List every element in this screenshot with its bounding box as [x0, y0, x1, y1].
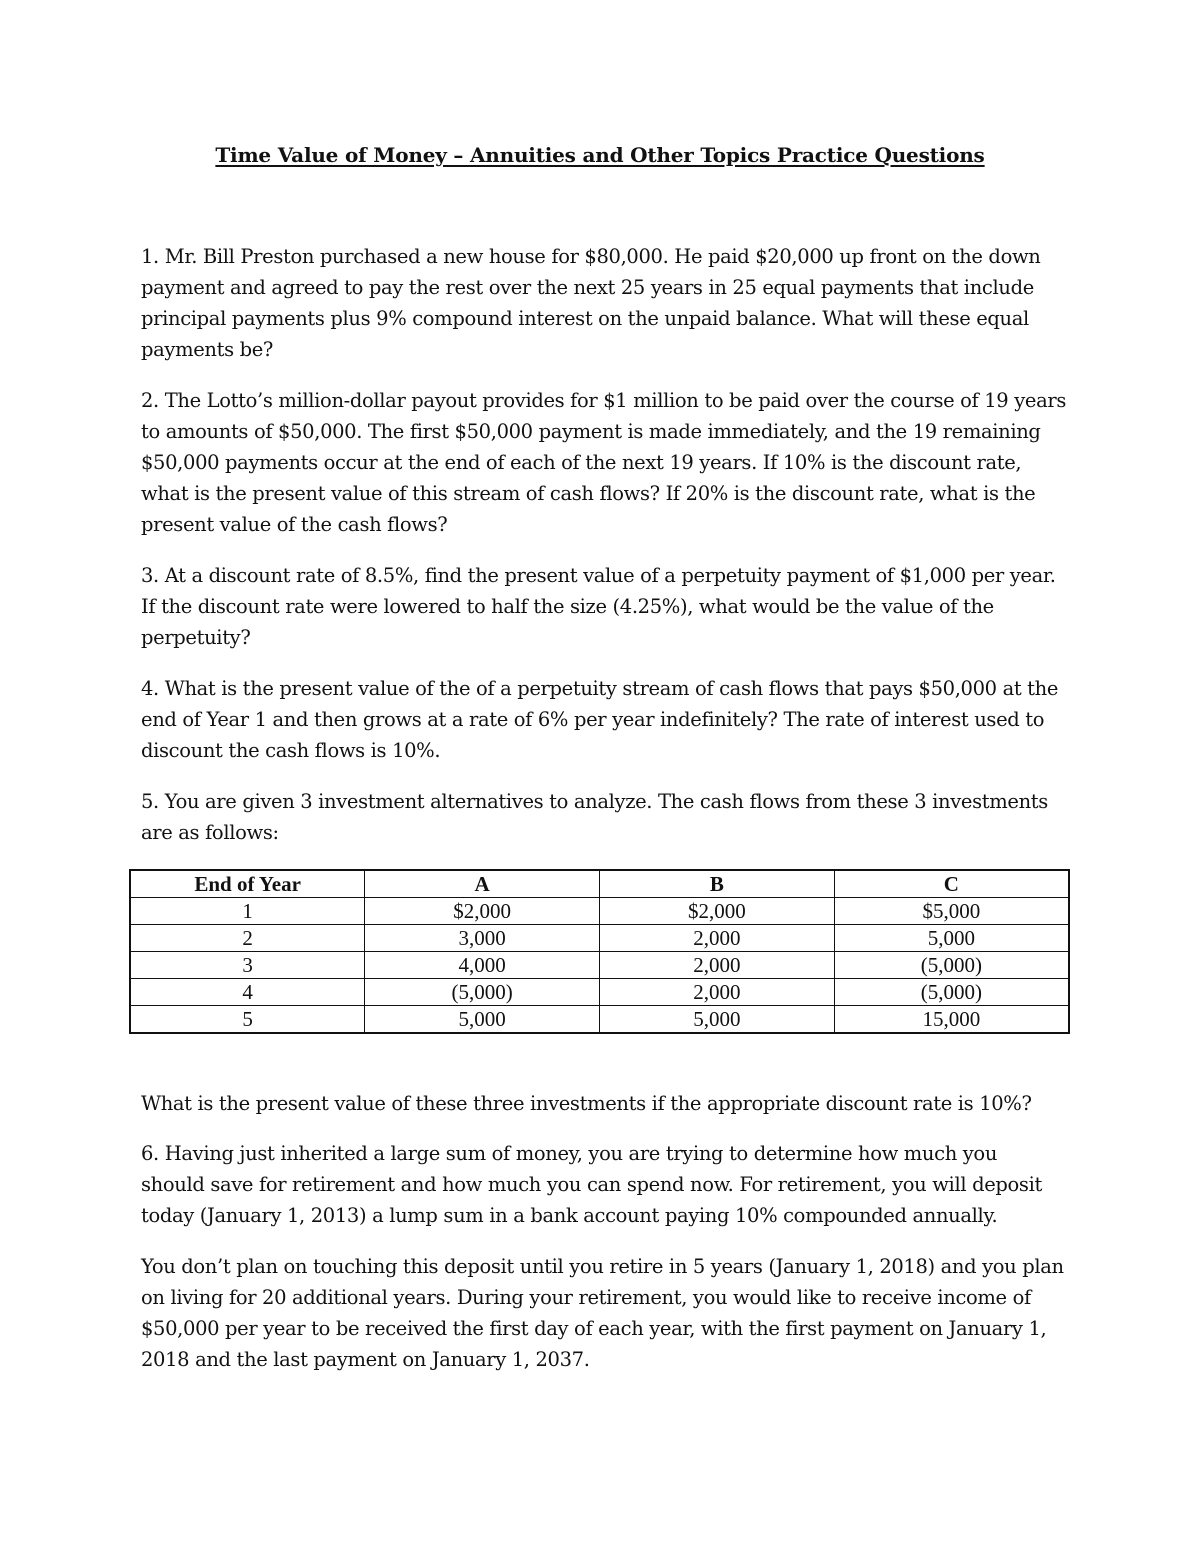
- table-cell: 5,000: [365, 1006, 600, 1034]
- table-cell: 4,000: [365, 952, 600, 979]
- table-cell: 1: [130, 898, 365, 925]
- question-3: 3. At a discount rate of 8.5%, find the present value of a perpetuity payment of $1,000 per year. If the discount rate were lowered to half the size (4.25%), what would be the value of the perpetuity?: [141, 564, 1056, 649]
- cash-flow-table: [129, 869, 1070, 1034]
- table-cell: 2,000: [600, 979, 835, 1006]
- table-header-row: [130, 870, 1069, 898]
- header-b: B: [600, 870, 835, 898]
- table-cell: 4: [130, 979, 365, 1006]
- table-cell: (5,000): [834, 979, 1069, 1006]
- table-row: [130, 1006, 1069, 1034]
- table-cell: (5,000): [834, 952, 1069, 979]
- table-cell: (5,000): [365, 979, 600, 1006]
- question-1: 1. Mr. Bill Preston purchased a new house for $80,000. He paid $20,000 up front on the down payment and agreed to pay the rest over the next 25 years in 25 equal payments that include principal payments plus 9% compound interest on the unpaid balance. What will these equal payments be?: [141, 245, 1041, 361]
- question-5: 5. You are given 3 investment alternatives to analyze. The cash flows from these 3 investments are as follows:: [141, 790, 1048, 844]
- table-cell: 2: [130, 925, 365, 952]
- question-6: 6. Having just inherited a large sum of money, you are trying to determine how much you should save for retirement and how much you can spend now. For retirement, you will deposit today (January 1, 2013) a lump sum in a bank account paying 10% compounded annually.: [141, 1142, 1042, 1227]
- table-cell: 15,000: [834, 1006, 1069, 1034]
- header-end-of-year: End of Year: [130, 870, 365, 898]
- table-cell: 5: [130, 1006, 365, 1034]
- header-a: A: [365, 870, 600, 898]
- question-4: 4. What is the present value of the of a perpetuity stream of cash flows that pays $50,000 at the end of Year 1 and then grows at a rate of 6% per year indefinitely? The rate of interest used to discount the cash flows is 10%.: [141, 677, 1059, 762]
- table-cell: $5,000: [834, 898, 1069, 925]
- table-cell: 2,000: [600, 925, 835, 952]
- table-cell: $2,000: [365, 898, 600, 925]
- table-cell: 5,000: [834, 925, 1069, 952]
- table-cell: 3,000: [365, 925, 600, 952]
- table-row: [130, 952, 1069, 979]
- question-5-followup: What is the present value of these three investments if the appropriate discount rate is 10%?: [141, 1092, 1032, 1115]
- table-row: [130, 979, 1069, 1006]
- question-6-continued: You don’t plan on touching this deposit until you retire in 5 years (January 1, 2018) and you plan on living for 20 additional years. During your retirement, you would like to receive income of $50,000 per year to be received the first day of each year, with the first payment on January 1, 2018 and the last payment on January 1, 2037.: [141, 1255, 1064, 1371]
- table-cell: $2,000: [600, 898, 835, 925]
- document-title: Time Value of Money – Annuities and Other Topics Practice Questions: [215, 143, 985, 167]
- table-cell: 3: [130, 952, 365, 979]
- table-row: [130, 898, 1069, 925]
- table-cell: 2,000: [600, 952, 835, 979]
- table-cell: 5,000: [600, 1006, 835, 1034]
- question-2: 2. The Lotto’s million-dollar payout provides for $1 million to be paid over the course of 19 years to amounts of $50,000. The first $50,000 payment is made immediately, and the 19 remaining $50,000 payments occur at the end of each of the next 19 years. If 10% is the discount rate, what is the present value of this stream of cash flows? If 20% is the discount rate, what is the present value of the cash flows?: [141, 389, 1066, 536]
- header-c: C: [834, 870, 1069, 898]
- table-row: [130, 925, 1069, 952]
